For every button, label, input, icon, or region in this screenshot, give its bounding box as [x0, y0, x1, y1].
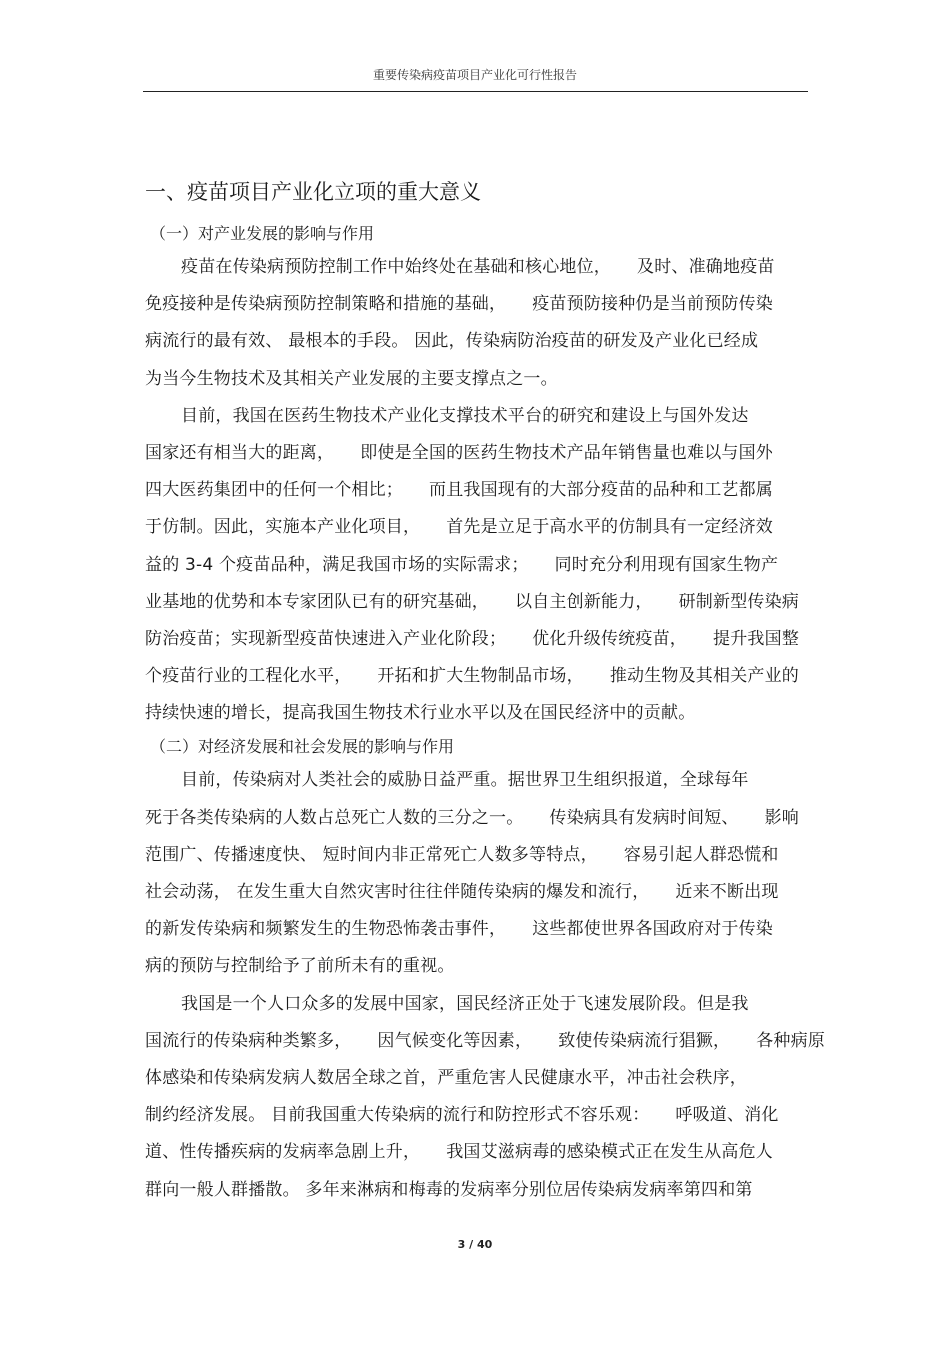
text-line — [145, 509, 810, 546]
text-segment: 研制新型传染病 — [678, 591, 800, 612]
text-segment: 疫苗预防接种仍是当前预防传染 — [532, 294, 774, 315]
text-segment: 我国是一个人口众多的发展中国家，国民经济正处于飞速发展阶段。但是我 — [181, 993, 749, 1014]
text-line — [145, 584, 810, 621]
text-segment: 我国艾滋病毒的感染模式正在发生从高危人 — [446, 1142, 774, 1163]
text-segment: 近来不断出现 — [675, 882, 779, 902]
text-line — [145, 837, 810, 874]
text-line — [145, 911, 810, 948]
text-segment: 持续快速的增长，提高我国生物技术行业水平以及在国民经济中的贡献。 — [145, 703, 696, 724]
text-line — [145, 1172, 810, 1209]
text-line — [145, 1023, 826, 1060]
text-segment: 传染病具有发病时间短、 — [549, 807, 739, 828]
text-line — [145, 249, 810, 286]
text-segment: 免疫接种是传染病预防控制策略和措施的基础， — [145, 294, 507, 315]
paragraph-4 — [145, 986, 826, 1209]
text-segment: 优化升级传统疫苗， — [532, 628, 688, 649]
subsection-heading-1: （一）对产业发展的影响与作用 — [150, 224, 375, 243]
text-line — [145, 762, 810, 799]
text-line — [145, 695, 810, 732]
text-segment: 防治疫苗；实现新型疫苗快速进入产业化阶段； — [145, 628, 507, 649]
page-body — [145, 175, 826, 1209]
text-line — [145, 398, 810, 435]
text-segment: 推动生物及其相关产业的 — [609, 666, 800, 687]
text-segment: 益的 3-4 个疫苗品种，满足我国市场的实际需求； — [145, 554, 529, 575]
text-segment: 提升我国整 — [713, 628, 800, 649]
text-segment: 各种病原 — [756, 1030, 826, 1051]
text-segment: 死于各类传染病的人数占总死亡人数的三分之一。 — [145, 807, 524, 828]
text-segment: 国流行的传染病种类繁多， — [145, 1030, 352, 1051]
text-line — [145, 621, 810, 658]
text-segment: 个疫苗行业的工程化水平， — [145, 666, 352, 687]
text-line — [145, 1097, 810, 1134]
text-line — [145, 547, 810, 584]
text-segment: 的新发传染病和频繁发生的生物恐怖袭击事件， — [145, 919, 507, 940]
section-heading: 一、疫苗项目产业化立项的重大意义 — [145, 180, 481, 204]
text-line — [145, 323, 810, 360]
text-segment: 即使是全国的医药生物技术产品年销售量也难以与国外 — [360, 442, 774, 463]
text-segment: 开拓和扩大生物制品市场， — [377, 666, 584, 687]
page-number — [0, 1238, 950, 1251]
text-segment: 目前，传染病对人类社会的威胁日益严重。据世界卫生组织报道，全球每年 — [181, 770, 749, 791]
paragraph-3 — [145, 762, 810, 985]
subsection-heading-2: （二）对经济发展和社会发展的影响与作用 — [150, 737, 455, 757]
text-segment: 呼吸道、消化 — [675, 1105, 779, 1126]
text-segment: 群向一般人群播散。 多年来淋病和梅毒的发病率分别位居传染病发病率第四和第 — [145, 1179, 753, 1200]
header-rule — [143, 91, 808, 92]
text-segment: 影响 — [764, 807, 800, 828]
text-line — [145, 658, 810, 695]
page-total: 40 — [477, 1238, 493, 1251]
running-header: 重要传染病疫苗项目产业化可行性报告 — [372, 68, 577, 82]
text-segment: 因气候变化等因素， — [377, 1030, 533, 1051]
text-segment: 社会动荡， 在发生重大自然灾害时往往伴随传染病的爆发和流行， — [145, 882, 650, 902]
text-line — [145, 472, 810, 509]
text-segment: 这些都使世界各国政府对于传染 — [532, 919, 774, 940]
text-segment: 范围广、传播速度快、 短时间内非正常死亡人数多等特点， — [145, 844, 598, 865]
text-line — [145, 986, 810, 1023]
text-segment: 道、性传播疾病的发病率急剧上升， — [145, 1142, 421, 1163]
text-segment: 为当今生物技术及其相关产业发展的主要支撑点之一。 — [145, 368, 558, 389]
text-line — [145, 874, 810, 911]
text-segment: 制约经济发展。 目前我国重大传染病的流行和防控形式不容乐观： — [145, 1105, 650, 1126]
page-current: 3 — [457, 1238, 466, 1251]
paragraph-1 — [145, 249, 810, 398]
paragraph-2 — [145, 398, 810, 733]
text-line — [145, 1060, 810, 1097]
text-segment: 国家还有相当大的距离， — [145, 442, 335, 463]
text-segment: 目前，我国在医药生物技术产业化支撑技术平台的研究和建设上与国外发达 — [181, 405, 749, 426]
page-separator: / — [465, 1238, 478, 1251]
text-line — [145, 1134, 810, 1171]
text-line — [145, 800, 810, 837]
text-segment: 于仿制。因此，实施本产业化项目， — [145, 517, 421, 538]
text-segment: 及时、准确地疫苗 — [637, 257, 775, 277]
text-line — [145, 361, 810, 398]
text-segment: 容易引起人群恐慌和 — [623, 844, 779, 865]
text-segment: 同时充分利用现有国家生物产 — [554, 554, 779, 575]
text-segment: 而且我国现有的大部分疫苗的品种和工艺都属 — [429, 480, 773, 501]
text-segment: 疫苗在传染病预防控制工作中始终处在基础和核心地位， — [181, 257, 611, 277]
text-segment: 首先是立足于高水平的仿制具有一定经济效 — [446, 517, 774, 538]
text-segment: 四大医药集团中的任何一个相比； — [145, 480, 403, 501]
text-segment: 以自主创新能力， — [515, 591, 653, 612]
text-line — [145, 286, 810, 323]
text-line — [145, 948, 810, 985]
text-segment: 病的预防与控制给予了前所未有的重视。 — [145, 956, 455, 977]
text-line — [145, 435, 810, 472]
text-segment: 病流行的最有效、 最根本的手段。 因此，传染病防治疫苗的研发及产业化已经成 — [145, 331, 759, 352]
text-segment: 致使传染病流行猖獗， — [558, 1030, 731, 1051]
text-segment: 业基地的优势和本专家团队已有的研究基础， — [145, 591, 489, 612]
text-segment: 体感染和传染病发病人数居全球之首，严重危害人民健康水平，冲击社会秩序， — [145, 1067, 747, 1088]
